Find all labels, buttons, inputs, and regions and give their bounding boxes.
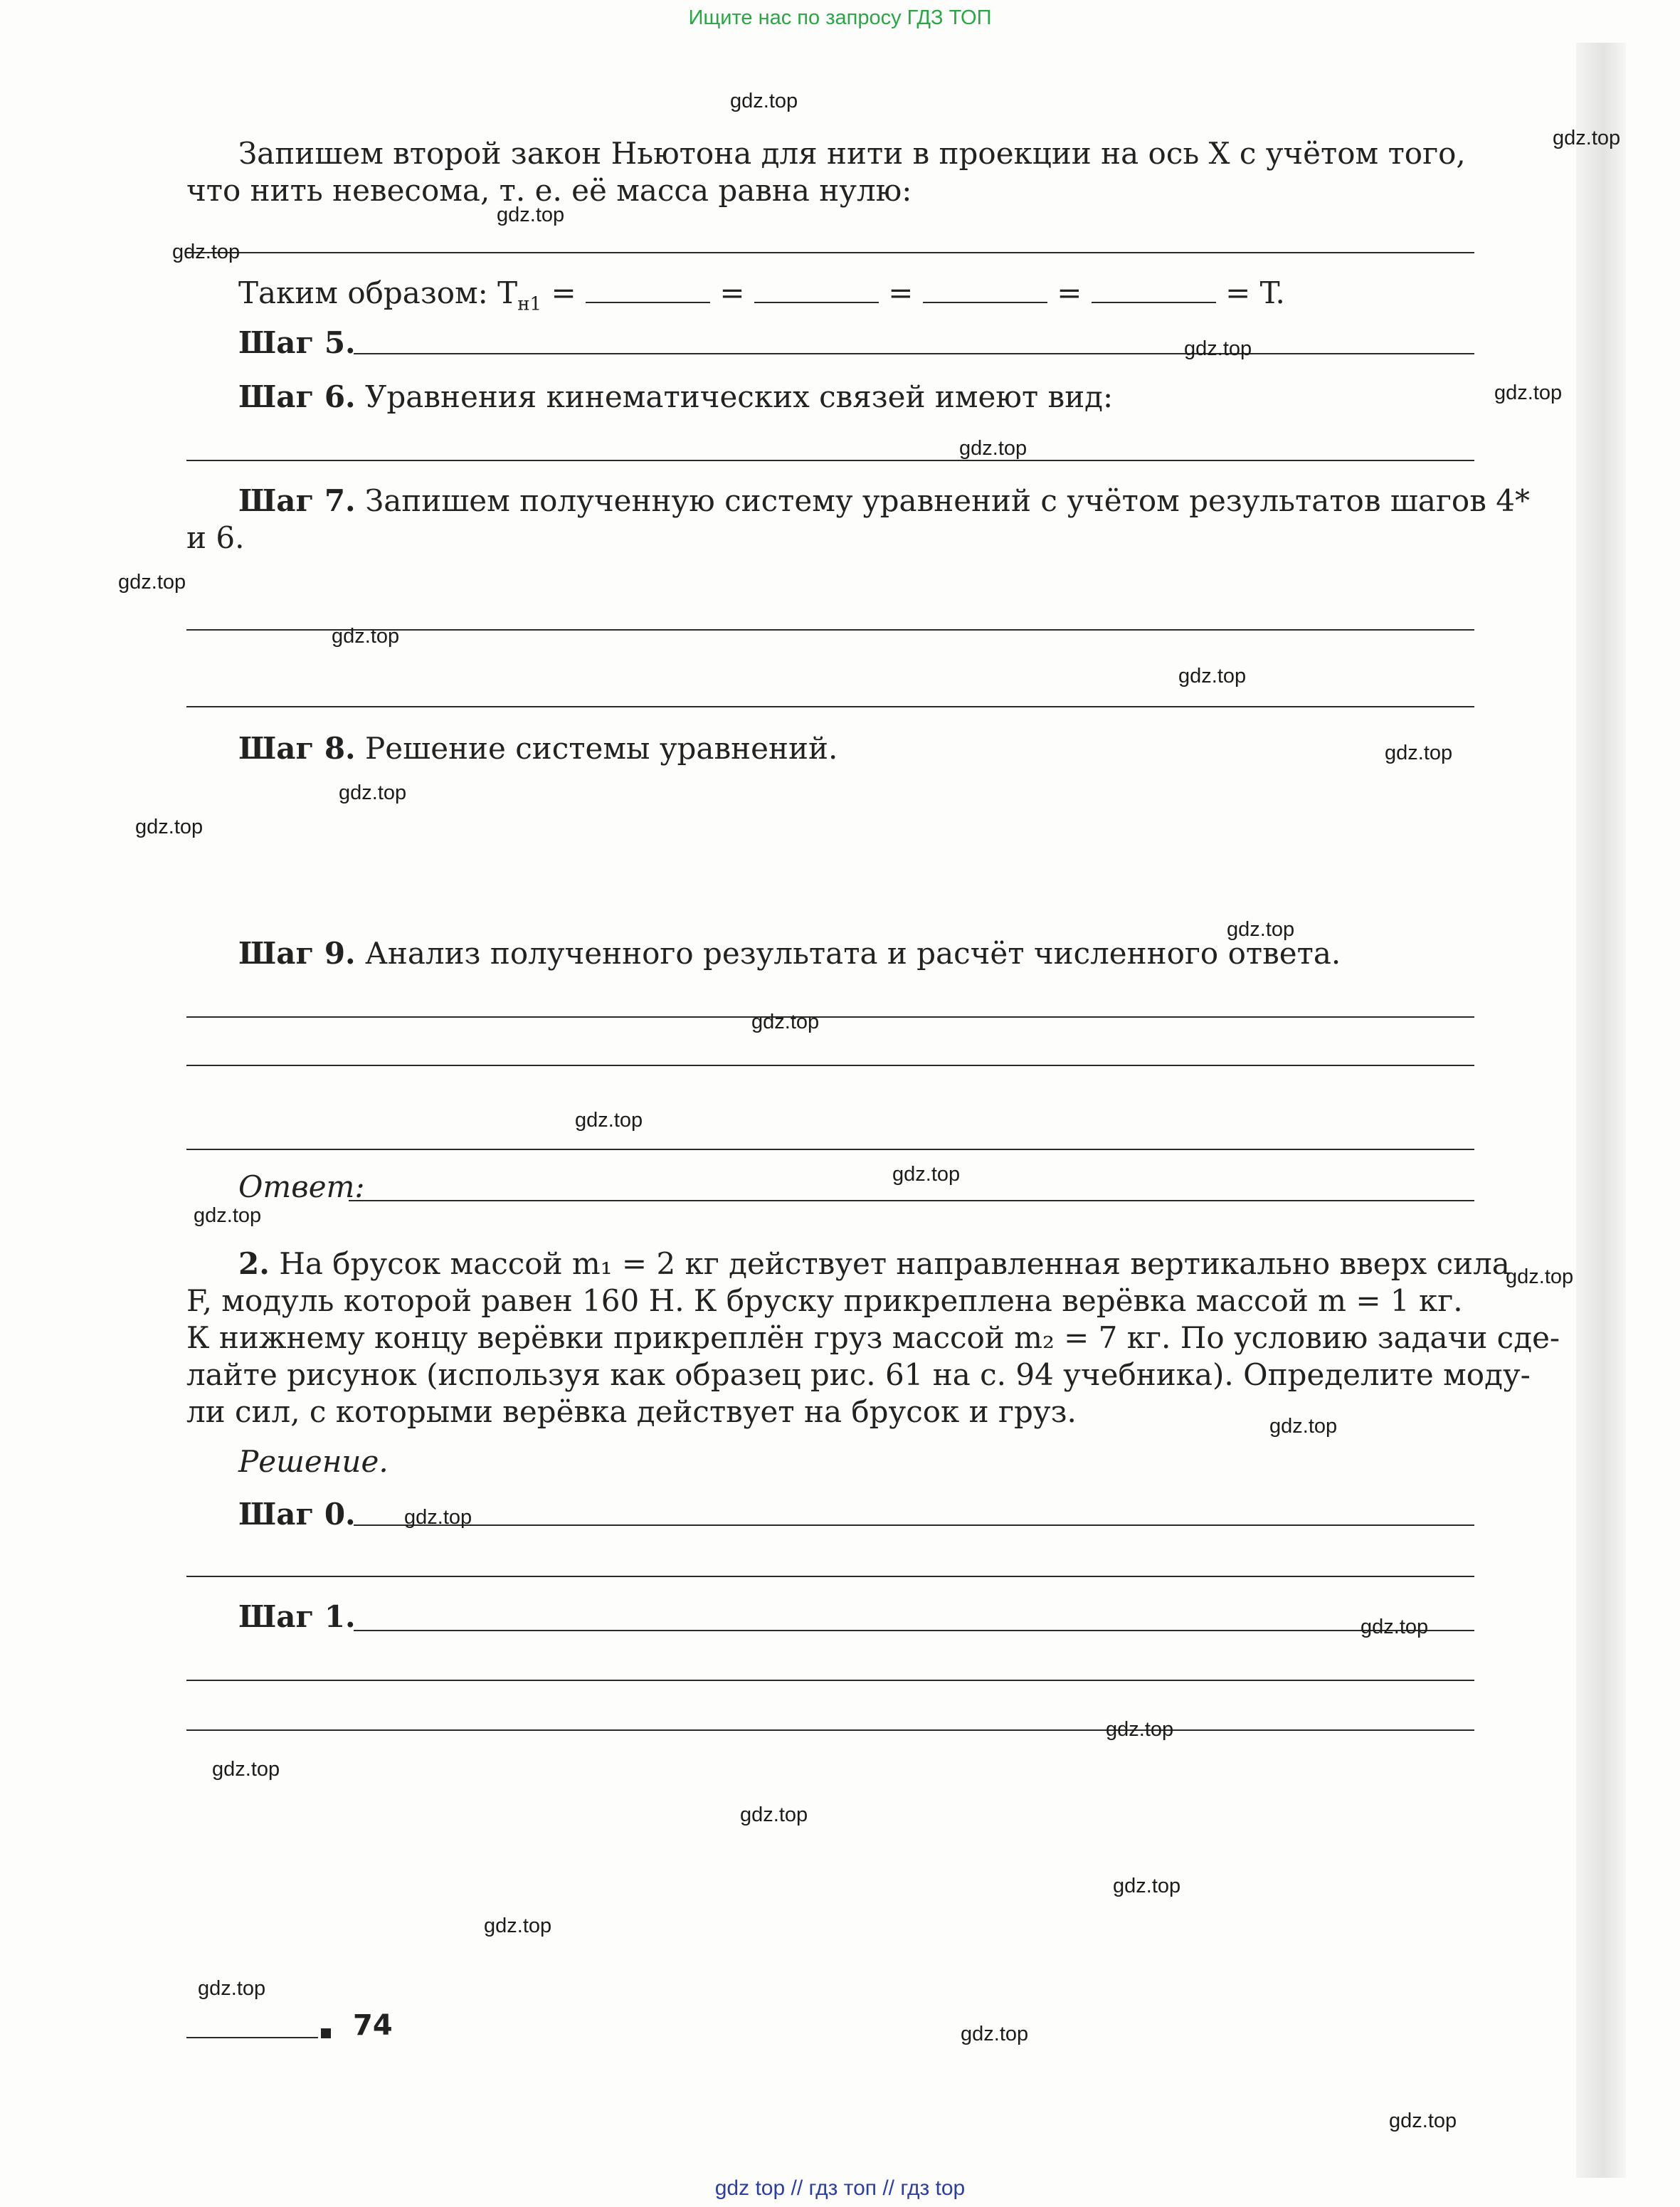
watermark: gdz.top — [961, 2023, 1029, 2045]
step-1-label: Шаг 1. — [238, 1599, 356, 1634]
watermark: gdz.top — [497, 204, 565, 226]
watermark: gdz.top — [404, 1506, 472, 1529]
task-2-line-1 — [238, 1247, 1510, 1281]
eq-sign: = — [1057, 275, 1082, 310]
step-9-label: Шаг 9. — [238, 936, 356, 971]
watermark: gdz.top — [1506, 1265, 1574, 1288]
step-7 — [238, 484, 1530, 518]
tension-subscript: н1 — [517, 293, 542, 315]
answer-line[interactable] — [354, 1524, 1474, 1526]
page-number-bar — [186, 2037, 318, 2038]
step-7-text: Запишем полученную систему уравнений с учётом результатов шагов 4* — [365, 483, 1530, 518]
task-2-line-2: F, модуль которой равен 160 Н. К бруску прикреплена верёвка массой m = 1 кг. — [186, 1283, 1463, 1318]
answer-line[interactable] — [186, 1680, 1474, 1681]
watermark: gdz.top — [730, 90, 798, 112]
paragraph-line-2: что нить невесома, т. е. её масса равна нулю: — [186, 173, 912, 208]
answer-line[interactable] — [186, 1016, 1474, 1018]
bottom-banner[interactable]: gdz top // гдз топ // гдз top — [714, 2176, 966, 2200]
page-number-marker — [321, 2028, 331, 2038]
answer-line[interactable] — [186, 706, 1474, 707]
watermark: gdz.top — [1385, 742, 1453, 764]
watermark: gdz.top — [892, 1163, 961, 1186]
step-5-label: Шаг 5. — [238, 325, 356, 360]
watermark: gdz.top — [1106, 1718, 1174, 1741]
step-7-label: Шаг 7. — [238, 483, 356, 518]
watermark: gdz.top — [339, 781, 407, 804]
answer-line[interactable] — [354, 1630, 1474, 1631]
answer-line[interactable] — [186, 252, 1474, 253]
watermark: gdz.top — [484, 1914, 552, 1937]
task-2-number: 2. — [238, 1246, 270, 1281]
tension-prefix: Таким образом: T — [238, 275, 518, 310]
answer-line[interactable] — [186, 1065, 1474, 1066]
eq-sign: = — [719, 275, 745, 310]
watermark: gdz.top — [1269, 1415, 1338, 1438]
answer-line[interactable] — [354, 353, 1474, 354]
watermark: gdz.top — [1178, 665, 1247, 688]
watermark: gdz.top — [194, 1204, 262, 1227]
tension-end: = T. — [1225, 275, 1285, 310]
watermark: gdz.top — [135, 816, 204, 838]
step-0-label: Шаг 0. — [238, 1497, 356, 1532]
watermark: gdz.top — [198, 1977, 266, 2000]
watermark: gdz.top — [575, 1109, 643, 1132]
step-8 — [238, 732, 838, 766]
tension-equation — [238, 276, 1285, 321]
watermark: gdz.top — [172, 241, 241, 263]
watermark: gdz.top — [1389, 2109, 1457, 2132]
watermark: gdz.top — [1113, 1875, 1181, 1897]
step-6 — [238, 380, 1113, 414]
watermark: gdz.top — [118, 571, 186, 594]
task-2-line-5: ли сил, с которыми верёвка действует на брусок и груз. — [186, 1394, 1077, 1429]
watermark: gdz.top — [212, 1758, 280, 1781]
watermark: gdz.top — [959, 437, 1027, 460]
task-2-line-3: К нижнему концу верёвки прикреплён груз массой m₂ = 7 кг. По условию задачи сде- — [186, 1320, 1560, 1355]
eq-sign: = — [551, 275, 576, 310]
eq-sign: = — [888, 275, 914, 310]
step-6-text: Уравнения кинематических связей имеют вид: — [365, 379, 1114, 414]
watermark: gdz.top — [1494, 381, 1563, 404]
blank-field[interactable] — [1092, 279, 1216, 303]
answer-line[interactable] — [186, 1729, 1474, 1731]
solution-label: Решение. — [238, 1444, 389, 1479]
watermark: gdz.top — [1553, 127, 1621, 149]
watermark: gdz.top — [740, 1803, 808, 1826]
step-6-label: Шаг 6. — [238, 379, 356, 414]
step-8-label: Шаг 8. — [238, 731, 356, 766]
top-banner[interactable]: Ищите нас по запросу ГДЗ ТОП — [688, 6, 992, 29]
blank-field[interactable] — [754, 279, 879, 303]
page-spine-shadow — [1576, 43, 1626, 2178]
answer-label: Ответ: — [238, 1169, 365, 1204]
step-9-text: Анализ полученного результата и расчёт численного ответа. — [365, 936, 1341, 971]
answer-line[interactable] — [186, 1149, 1474, 1150]
watermark: gdz.top — [1184, 337, 1252, 360]
blank-field[interactable] — [923, 279, 1047, 303]
page-number: 74 — [353, 2009, 393, 2042]
answer-line[interactable] — [186, 1576, 1474, 1577]
step-9 — [238, 937, 1341, 971]
step-8-text: Решение системы уравнений. — [365, 731, 838, 766]
watermark: gdz.top — [332, 625, 400, 648]
task-2-text: На брусок массой m₁ = 2 кг действует направленная вертикально вверх сила — [279, 1246, 1510, 1281]
watermark: gdz.top — [1227, 918, 1295, 941]
task-2-line-4: лайте рисунок (используя как образец рис. 61 на с. 94 учебника). Определите моду- — [186, 1357, 1531, 1392]
watermark: gdz.top — [1361, 1616, 1429, 1638]
blank-field[interactable] — [586, 279, 710, 303]
paragraph-line-1: Запишем второй закон Ньютона для нити в проекции на ось X с учётом того, — [238, 136, 1466, 171]
watermark: gdz.top — [751, 1011, 820, 1033]
answer-line[interactable] — [186, 460, 1474, 461]
step-7-line-2: и 6. — [186, 520, 245, 555]
answer-line[interactable] — [349, 1200, 1474, 1201]
